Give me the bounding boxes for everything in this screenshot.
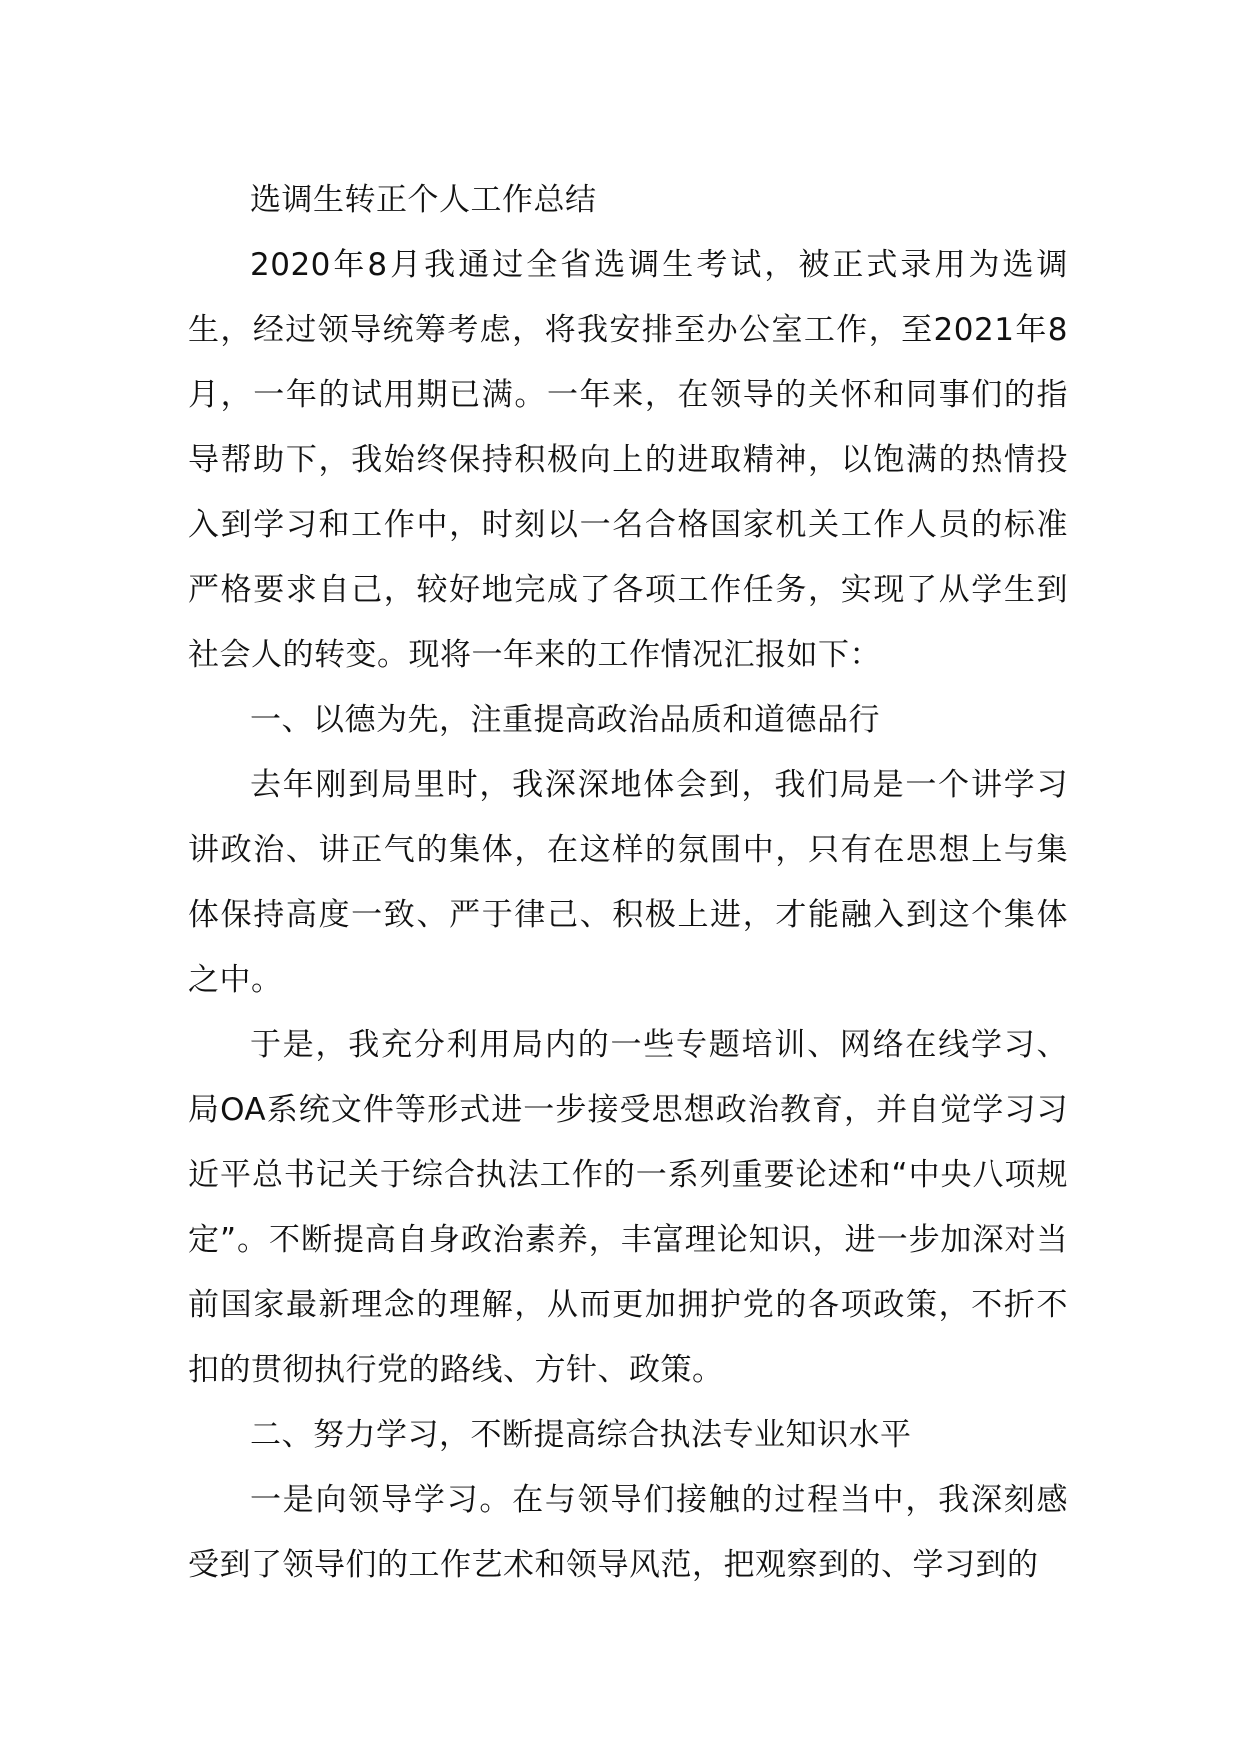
section-heading-1: 一、以德为先，注重提高政治品质和道德品行 [250,702,880,738]
document-body [188,168,1068,1598]
paragraph-section1-a: 去年刚到局里时，我深深地体会到，我们局是一个讲学习讲政治、讲正气的集体，在这样的氛围中，只有在思想上与集体保持高度一致、严于律己、积极上进，才能融入到这个集体之中。 [188,767,1068,998]
document-title: 选调生转正个人工作总结 [250,182,597,218]
section-heading-2: 二、努力学习，不断提高综合执法专业知识水平 [250,1417,912,1453]
paragraph-intro: 2020年8月我通过全省选调生考试，被正式录用为选调生，经过领导统筹考虑，将我安排至办公室工作，至2021年8月，一年的试用期已满。一年来，在领导的关怀和同事们的指导帮助下，我始终保持积极向上的进取精神，以饱满的热情投入到学习和工作中，时刻以一名合格国家机关工作人员的标准严格要求自己，较好地完成了各项工作任务，实现了从学生到社会人的转变。现将一年来的工作情况汇报如下： [188,247,1068,673]
paragraph-section1-b: 于是，我充分利用局内的一些专题培训、网络在线学习、局OA系统文件等形式进一步接受思想政治教育，并自觉学习习近平总书记关于综合执法工作的一系列重要论述和“中央八项规定”。不断提高自身政治素养，丰富理论知识，进一步加深对当前国家最新理念的理解，从而更加拥护党的各项政策，不折不扣的贯彻执行党的路线、方针、政策。 [188,1027,1068,1388]
paragraph-section2-a: 一是向领导学习。在与领导们接触的过程当中，我深刻感受到了领导们的工作艺术和领导风范，把观察到的、学习到的 [188,1482,1068,1583]
